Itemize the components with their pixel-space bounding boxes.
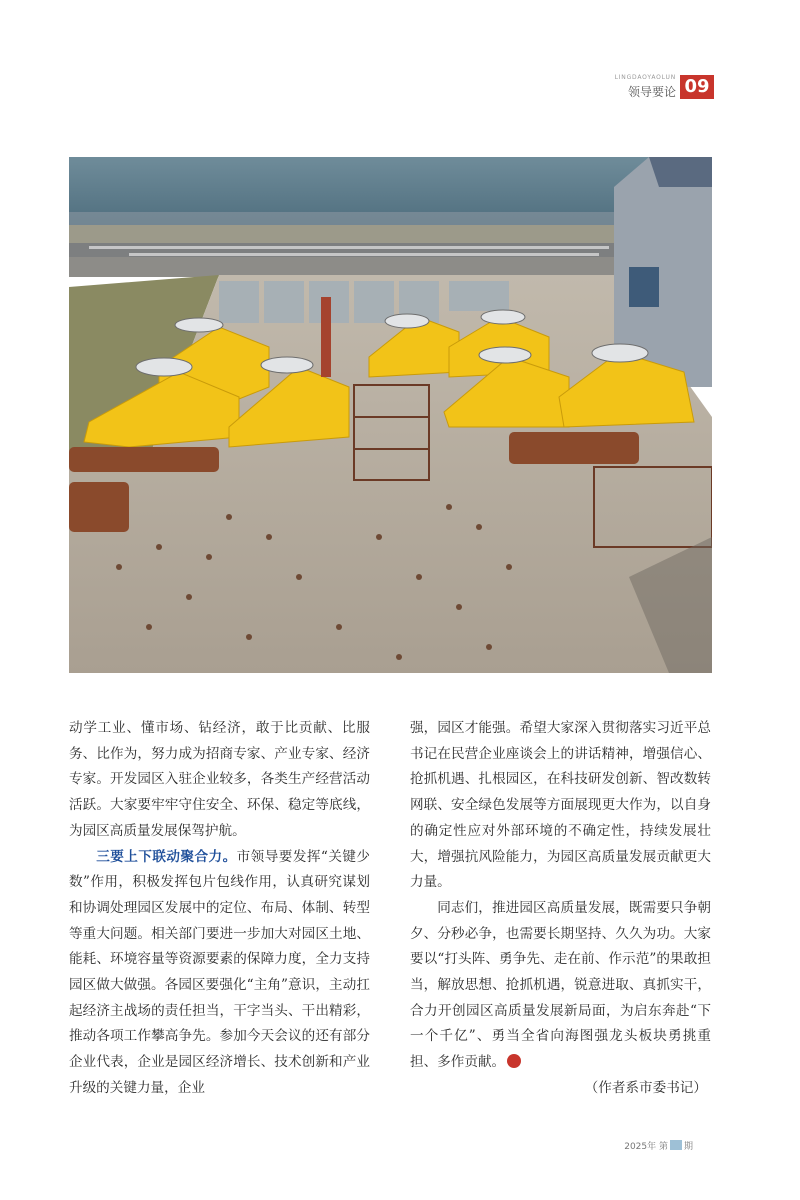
paragraph-body: 同志们，推进园区高质量发展，既需要只争朝夕、分秒必争，也需要长期坚持、久久为功。大家要以“打头阵、勇争先、走在前、作示范”的果敢担当，解放思想、抢抓机遇，锐意进取、真抓实干，合力开创园区高质量发展新局面，为启东奔赴“下一个千亿”、勇当全省向海图强龙头板块勇挑重担、多作贡献。 [410,899,711,1071]
paragraph-lead: 三要上下联动聚合力。 [96,848,237,865]
author-byline: （作者系市委书记） [584,1079,707,1096]
article-photo [69,157,712,673]
footer-year: 2025年 第 [624,1142,668,1152]
end-mark-icon [507,1054,521,1068]
section-pinyin: LINGDAOYAOLUN [614,74,676,81]
right-column [410,716,711,1102]
footer-issue-suffix: 期 [683,1142,693,1152]
paragraph-leadin [69,845,370,1102]
paragraph-body: 市领导要发挥“关键少数”作用，积极发挥包片包线作用，认真研究谋划和协调处理园区发展中的定位、布局、体制、转型等重大问题。相关部门要进一步加大对园区土地、能耗、环境容量等资源要素的保障力度，全力支持园区做大做强。各园区要强化“主角”意识，主动扛起经济主战场的责任担当，干字当头、干出精彩，推动各项工作攀高争先。参加今天会议的还有部分企业代表，企业是园区经济增长、技术创新和产业升级的关键力量，企业 [69,848,370,1096]
paragraph: 动学工业、懂市场、钻经济，敢于比贡献、比服务、比作为，努力成为招商专家、产业专家、经济专家。开发园区入驻企业较多，各类生产经营活动活跃。大家要牢牢守住安全、环保、稳定等底线，为园区高质量发展保驾护航。 [69,720,370,839]
paragraph-closing [410,896,711,1076]
issue-number-box [670,1140,682,1150]
section-title: 领导要论 [627,85,676,99]
paragraph: 强，园区才能强。希望大家深入贯彻落实习近平总书记在民营企业座谈会上的讲话精神，增强信心、抢抓机遇、扎根园区，在科技研发创新、智改数转网联、安全绿色发展等方面展现更大作为，以自身的确定性应对外部环境的不确定性，持续发展壮大，增强抗风险能力，为园区高质量发展贡献更大力量。 [410,720,711,891]
page-footer [624,1139,693,1152]
left-column [69,716,370,1102]
page-number-badge: 09 [680,75,714,99]
